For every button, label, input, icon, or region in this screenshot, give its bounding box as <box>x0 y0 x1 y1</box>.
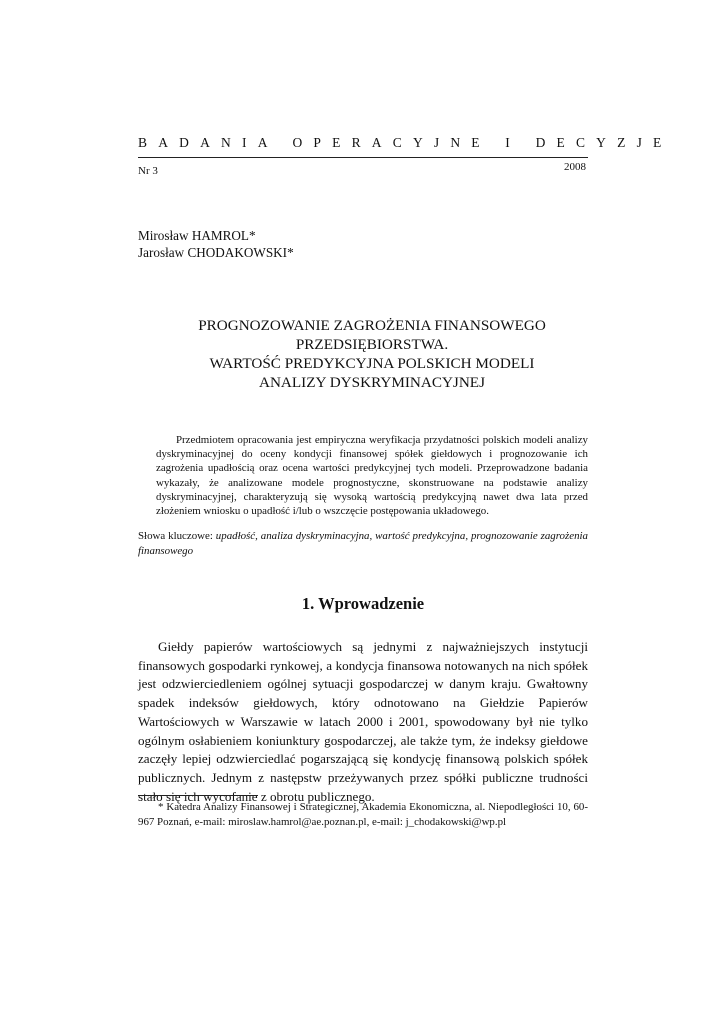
title-line: ANALIZY DYSKRYMINACYJNEJ <box>259 374 485 391</box>
issue-number: Nr 3 <box>138 165 158 177</box>
title-line: WARTOŚĆ PREDYKCYJNA POLSKICH MODELI <box>209 355 535 372</box>
abstract: Przedmiotem opracowania jest empiryczna weryfikacja przydatności polskich modeli analizy dyskryminacyjnej do oceny kondycji finansowej spółek giełdowych i prognozowanie ich zagrożenia upadłością oraz ocena wartości predykcyjnej tych modeli. Przeprowadzone badania wykazały, że analizowane modele prognostyczne, skonstruowane na podstawie analizy dyskryminacyjnej, charakteryzują się wysoką wartością predykcyjną nawet dwa lata przed złożeniem wniosku o upadłość i/lub o wszczęcie postępowania układowego. <box>156 434 588 518</box>
section-heading: 1. Wprowadzenie <box>301 594 425 613</box>
body-paragraph: Giełdy papierów wartościowych są jednymi z najważniejszych instytucji finansowych gospodarki rynkowej, a kondycja finansowa notowanych na nich spółek jest odzwierciedleniem ogólnej sytuacji gospodarczej w danym kraju. Gwałtowny spadek indeksów giełdowych, który odnotowano na Giełdzie Papierów Wartościowych w Warszawie w latach 2000 i 2001, spowodowany był nie tylko ogólnym osłabieniem koniunktury gospodarczej, ale także tym, że indeksy giełdowe zaczęły lepiej odzwierciedlać pogarszającą się kondycję finansową polskich spółek publicznych. Jednym z następstw przeżywanych przez spółki publiczne trudności stało się ich wycofanie z obrotu publicznego. <box>138 639 588 804</box>
keywords-text: upadłość, analiza dyskryminacyjna, wartość predykcyjna, prognozowanie zagrożenia finansowego <box>138 530 588 557</box>
keywords <box>138 529 588 559</box>
header-rule <box>138 157 588 158</box>
title-line: PROGNOZOWANIE ZAGROŻENIA FINANSOWEGO <box>198 317 546 334</box>
title-line: PRZEDSIĘBIORSTWA. <box>295 336 449 353</box>
author-list <box>138 227 294 261</box>
keywords-label: Słowa kluczowe: <box>138 530 213 542</box>
footnote-rule <box>138 795 258 796</box>
author-name: Jarosław CHODAKOWSKI* <box>138 245 294 260</box>
article-title <box>160 316 584 392</box>
footnote: * Katedra Analizy Finansowej i Strategicznej, Akademia Ekonomiczna, al. Niepodległości 10, 60-967 Poznań, e-mail: miroslaw.hamrol@ae.poznan.pl, e-mail: j_chodakowski@wp.pl <box>138 801 588 828</box>
journal-title: BADANIA OPERACYJNE I DECYZJE <box>138 135 673 150</box>
publication-year: 2008 <box>564 161 586 173</box>
author-name: Mirosław HAMROL* <box>138 228 256 243</box>
